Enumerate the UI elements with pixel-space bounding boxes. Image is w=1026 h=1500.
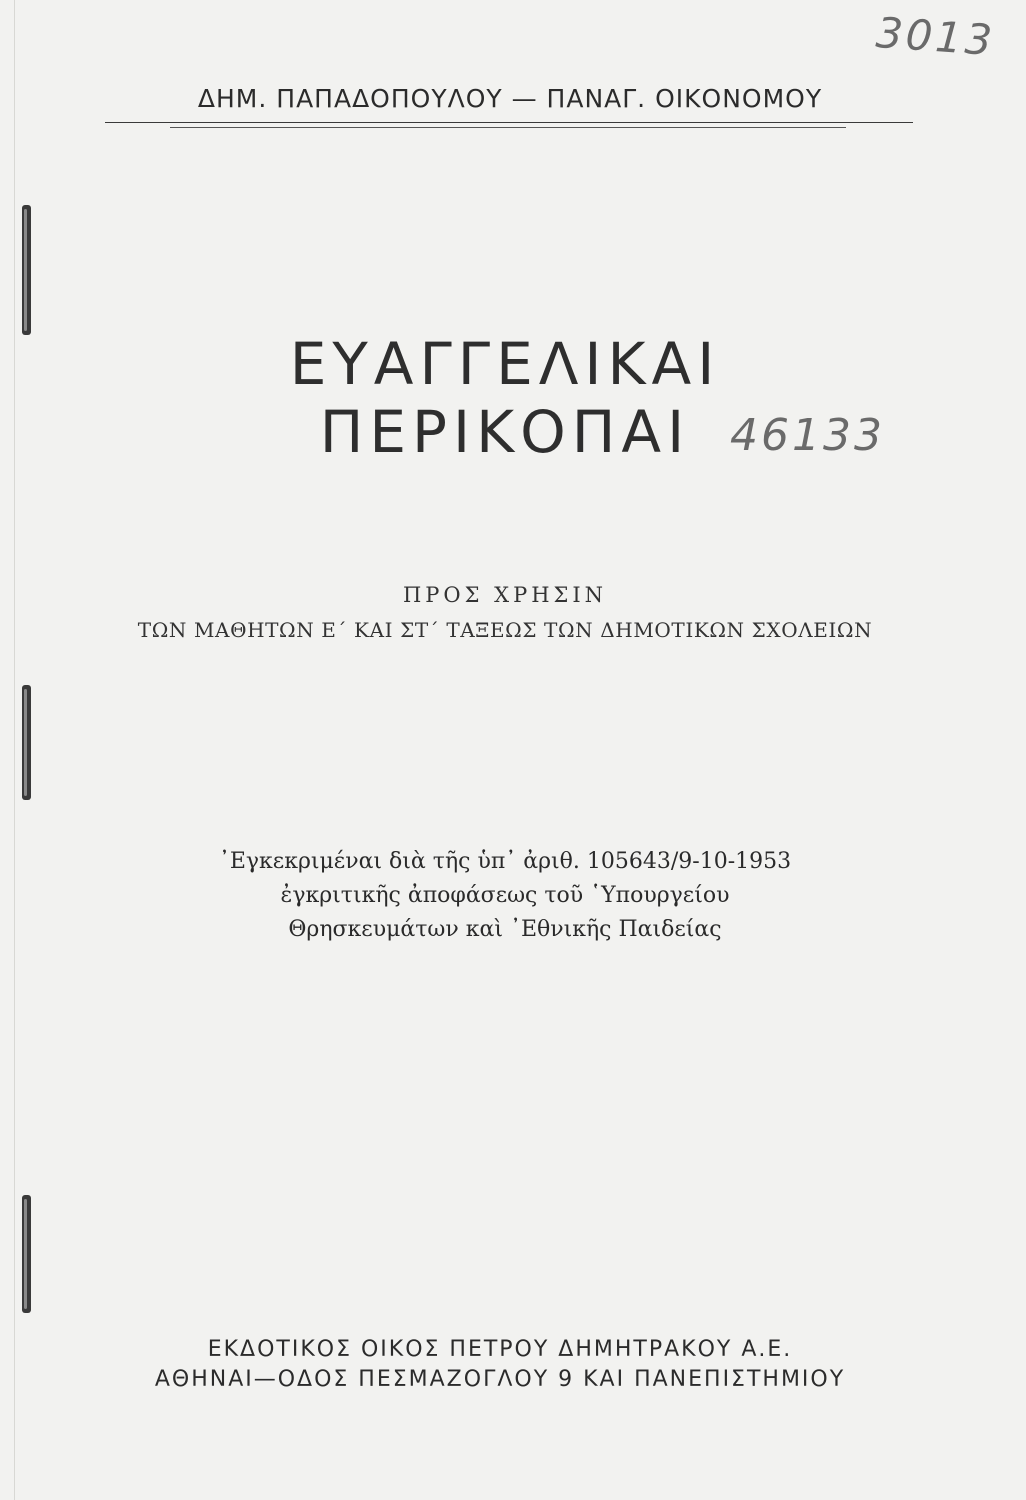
publisher-block bbox=[120, 1335, 880, 1395]
header-rule-inner bbox=[170, 127, 846, 128]
approval-notice bbox=[160, 845, 850, 947]
approval-line-1: ᾿Εγκεκριμέναι διὰ τῆς ὑπ᾿ ἀριθ. 105643/9-10-1953 bbox=[218, 849, 792, 874]
approval-line-2: ἐγκριτικῆς ἀποφάσεως τοῦ ῾Υπουργείου bbox=[280, 883, 730, 908]
book-title: ΕΥΑΓΓΕΛΙΚΑΙ ΠΕΡΙΚΟΠΑΙ bbox=[289, 330, 721, 466]
binding-stitch-top bbox=[22, 205, 31, 335]
purpose-line-2: ΤΩΝ ΜΑΘΗΤΩΝ Ε΄ ΚΑΙ ΣΤ΄ ΤΑΞΕΩΣ ΤΩΝ ΔΗΜΟΤΙΚΩΝ ΣΧΟΛΕΙΩΝ bbox=[137, 618, 873, 642]
publisher-line-2: ΑΘΗΝΑΙ—ΟΔΟΣ ΠΕΣΜΑΖΟΓΛΟΥ 9 ΚΑΙ ΠΑΝΕΠΙΣΤΗΜΙΟΥ bbox=[154, 1367, 846, 1392]
page-edge-line bbox=[14, 0, 15, 1500]
archive-number-below-title: 46133 bbox=[730, 410, 885, 461]
authors-line: ΔΗΜ. ΠΑΠΑΔΟΠΟΥΛΟΥ — ΠΑΝΑΓ. ΟΙΚΟΝΟΜΟΥ bbox=[197, 84, 823, 113]
binding-stitch-middle bbox=[22, 685, 31, 800]
binding-stitch-bottom bbox=[22, 1195, 31, 1313]
publisher-line-1: ΕΚΔΟΤΙΚΟΣ ΟΙΚΟΣ ΠΕΤΡΟΥ ΔΗΜΗΤΡΑΚΟΥ Α.Ε. bbox=[207, 1337, 793, 1362]
approval-line-3: Θρησκευμάτων καὶ ᾿Εθνικῆς Παιδείας bbox=[288, 917, 722, 942]
purpose-line-1: ΠΡΟΣ ΧΡΗΣΙΝ bbox=[402, 583, 608, 607]
archive-number-top-right: 3013 bbox=[874, 7, 997, 66]
header-rule bbox=[105, 122, 913, 123]
